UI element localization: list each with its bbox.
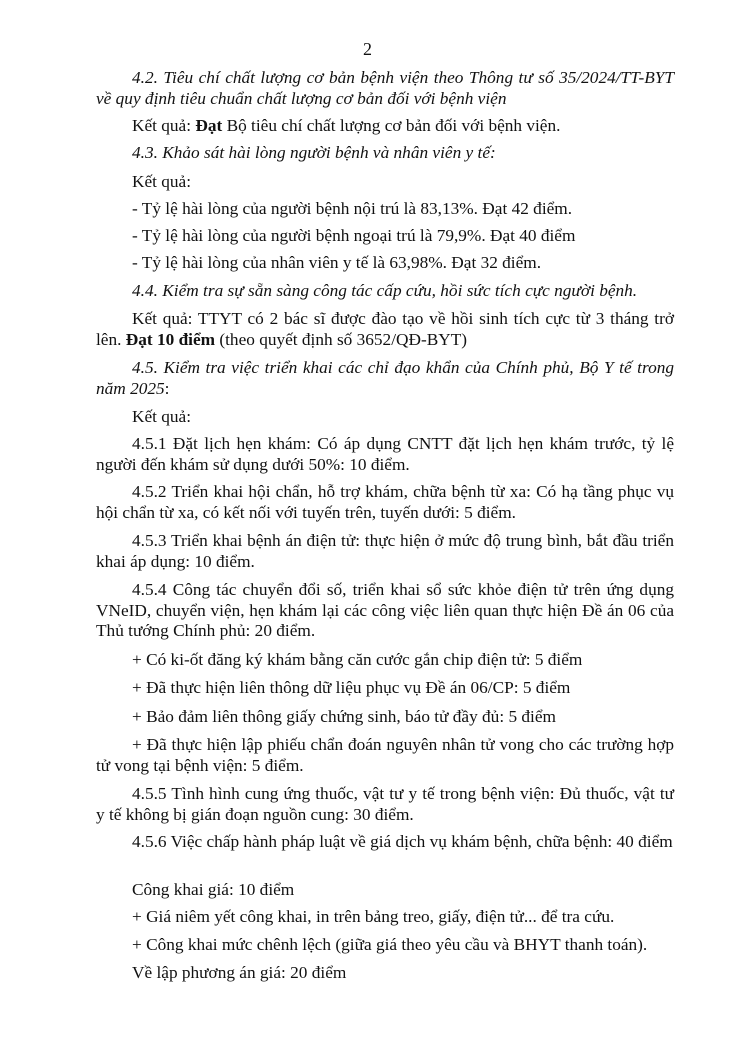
item-4-5-2: 4.5.2 Triển khai hội chẩn, hỗ trợ khám, chữa bệnh từ xa: Có hạ tầng phục vụ hội chẩn từ xa, có kết nối với tuyến trên, tuyến dưới: 5 điểm. (96, 482, 674, 522)
item-4-5-4-sub: + Đã thực hiện lập phiếu chẩn đoán nguyên nhân tử vong cho các trường hợp tử vong tại bệnh viện: 5 điểm. (96, 735, 674, 775)
section-4-2-result (96, 116, 674, 137)
section-4-3-result-label: Kết quả: (132, 172, 192, 191)
satisfaction-item: - Tỷ lệ hài lòng của người bệnh nội trú là 83,13%. Đạt 42 điểm. (132, 199, 573, 218)
result-text: Kết quả: TTYT có 2 bác sĩ được đào tạo về hồi sinh tích cực từ 3 tháng trở lên. (96, 309, 674, 349)
item-4-5-4-sub: + Có ki-ốt đăng ký khám bằng căn cước gắn chip điện tử: 5 điểm (132, 650, 583, 669)
item-4-5-4-sub: + Đã thực hiện liên thông dữ liệu phục vụ Đề án 06/CP: 5 điểm (132, 678, 571, 697)
section-4-4-result (96, 309, 674, 350)
public-price-item: + Công khai mức chênh lệch (giữa giá theo yêu cầu và BHYT thanh toán). (132, 935, 648, 954)
price-plan: Về lập phương án giá: 20 điểm (132, 963, 347, 982)
heading-tail: : (164, 378, 170, 398)
page-number: 2 (363, 39, 372, 59)
result-bold: Đạt (195, 116, 223, 135)
result-text: Bộ tiêu chí chất lượng cơ bản đối với bệnh viện. (222, 116, 561, 135)
item-4-5-1: 4.5.1 Đặt lịch hẹn khám: Có áp dụng CNTT đặt lịch hẹn khám trước, tỷ lệ người đến khám sử dụng dưới 50%: 10 điểm. (96, 434, 674, 474)
result-label: Kết quả: (132, 116, 196, 135)
result-tail: (theo quyết định số 3652/QĐ-BYT) (215, 329, 468, 349)
heading-text: 4.5. Kiểm tra việc triển khai các chỉ đạo khẩn của Chính phủ, Bộ Y tế trong năm 2025 (96, 358, 674, 398)
item-4-5-6: 4.5.6 Việc chấp hành pháp luật về giá dịch vụ khám bệnh, chữa bệnh: 40 điểm (132, 832, 673, 851)
satisfaction-item: - Tỷ lệ hài lòng của người bệnh ngoại trú là 79,9%. Đạt 40 điểm (132, 226, 576, 245)
public-price-item: + Giá niêm yết công khai, in trên bảng treo, giấy, điện tử... để tra cứu. (132, 907, 615, 926)
item-4-5-3: 4.5.3 Triển khai bệnh án điện tử: thực hiện ở mức độ trung bình, bắt đầu triển khai áp dụng: 10 điểm. (96, 531, 674, 571)
item-4-5-5: 4.5.5 Tình hình cung ứng thuốc, vật tư y tế trong bệnh viện: Đủ thuốc, vật tư y tế không bị gián đoạn nguồn cung: 30 điểm. (96, 784, 674, 824)
section-4-5-heading (96, 358, 674, 399)
item-4-5-4: 4.5.4 Công tác chuyển đổi số, triển khai sổ sức khỏe điện tử trên ứng dụng VNeID, chuyển viện, hẹn khám lại các công việc liên quan thực hiện Đề án 06 của Thủ tướng Chính phủ: 20 điểm. (96, 580, 674, 640)
satisfaction-item: - Tỷ lệ hài lòng của nhân viên y tế là 63,98%. Đạt 32 điểm. (132, 253, 542, 272)
item-4-5-4-sub: + Bảo đảm liên thông giấy chứng sinh, báo tử đầy đủ: 5 điểm (132, 707, 556, 726)
result-bold: Đạt 10 điểm (125, 329, 216, 349)
section-4-4-heading: 4.4. Kiểm tra sự sẵn sàng công tác cấp cứu, hồi sức tích cực người bệnh. (132, 281, 638, 300)
section-4-2-heading: 4.2. Tiêu chí chất lượng cơ bản bệnh viện theo Thông tư số 35/2024/TT-BYT về quy định tiêu chuẩn chất lượng cơ bản đối với bệnh viện (96, 68, 674, 108)
section-4-5-result-label: Kết quả: (132, 407, 192, 426)
section-4-3-heading: 4.3. Khảo sát hài lòng người bệnh và nhân viên y tế: (132, 143, 496, 162)
public-price: Công khai giá: 10 điểm (132, 880, 295, 899)
